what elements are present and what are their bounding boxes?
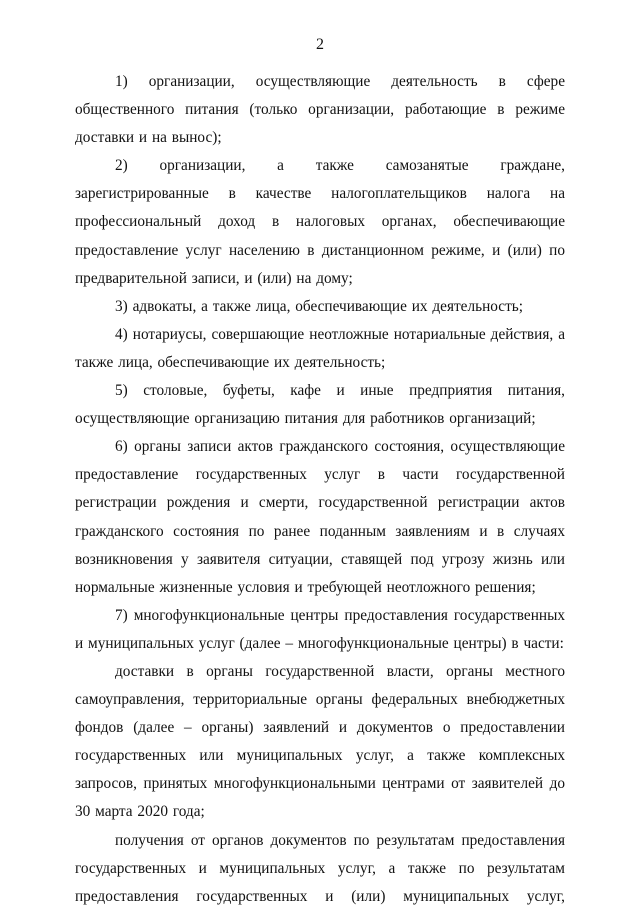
paragraph-item-6: 6) органы записи актов гражданского состояния, осуществляющие предоставление государственных услуг в части государственной регистрации рождения и смерти, государственной регистрации актов гражданского состояния по ранее поданным заявлениям и в случаях возникновения у заявителя ситуации, ставящей под угрозу жизнь или нормальные жизненные условия и требующей неотложного решения; xyxy=(75,438,565,596)
paragraph-item-4: 4) нотариусы, совершающие неотложные нотариальные действия, а также лица, обеспечивающие их деятельность; xyxy=(75,325,565,371)
paragraph-item-2: 2) организации, а также самозанятые граждане, зарегистрированные в качестве налогоплательщиков налога на профессиональный доход в налоговых органах, обеспечивающие предоставление услуг населению в дистанционном режиме, и (или) по предварительной записи, и (или) на дому; xyxy=(75,157,565,287)
paragraph-item-7: 7) многофункциональные центры предоставления государственных и муниципальных услуг (далее – многофункциональные центры) в части: xyxy=(75,606,565,652)
paragraph-item-5: 5) столовые, буфеты, кафе и иные предприятия питания, осуществляющие организацию питания для работников организаций; xyxy=(75,382,565,428)
document-body xyxy=(75,68,565,911)
paragraph-item-7-receipt: получения от органов документов по результатам предоставления государственных и муниципальных услуг, а также по результатам предоставления государственных и (или) муниципальных услуг, xyxy=(75,831,565,905)
paragraph-item-1: 1) организации, осуществляющие деятельность в сфере общественного питания (только организации, работающие в режиме доставки и на вынос); xyxy=(75,73,565,147)
page-number: 2 xyxy=(316,36,324,53)
paragraph-item-7-delivery: доставки в органы государственной власти, органы местного самоуправления, территориальные органы федеральных внебюджетных фондов (далее – органы) заявлений и документов о предоставлении государственных или муниципальных услуг, а также комплексных запросов, принятых многофункциональными центрами от заявителей до 30 марта 2020 года; xyxy=(75,662,565,821)
paragraph-item-3: 3) адвокаты, а также лица, обеспечивающие их деятельность; xyxy=(115,297,523,315)
